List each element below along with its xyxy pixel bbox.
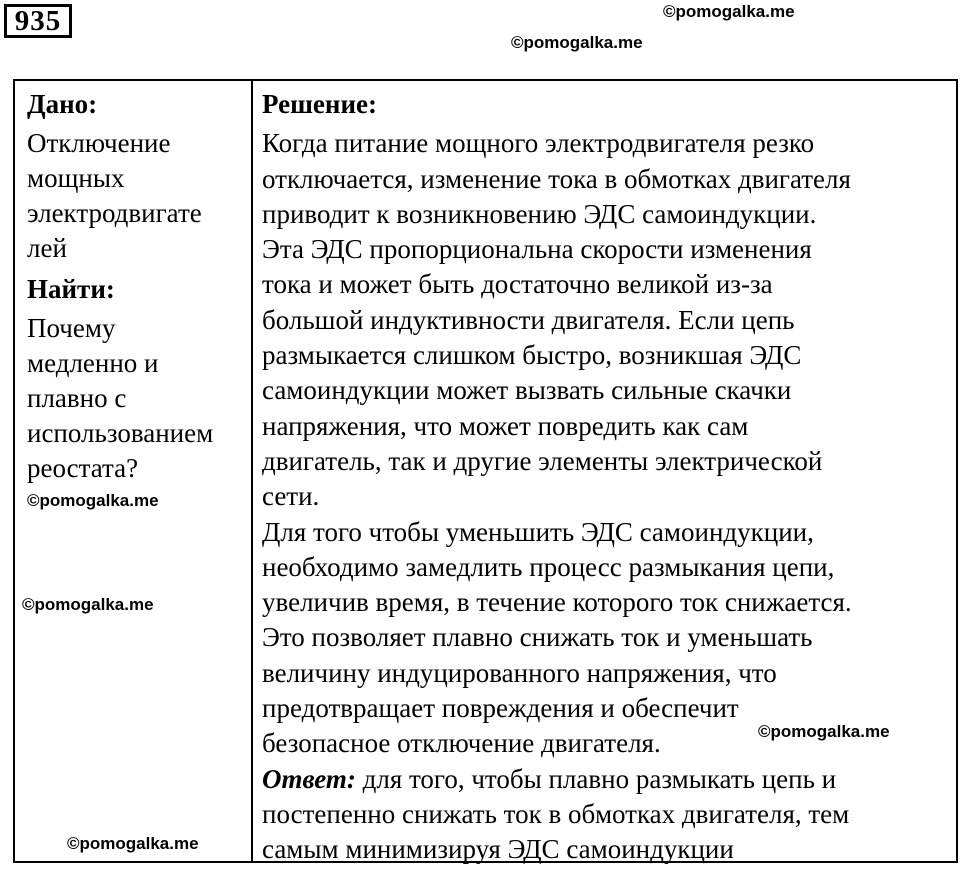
given-line: лей (27, 233, 67, 263)
find-line: реостата? (27, 453, 139, 483)
answer-line: самым минимизируя ЭДС самоиндукции (262, 834, 734, 865)
watermark: ©pomogalka.me (67, 834, 199, 853)
watermark: ©pomogalka.me (27, 491, 159, 510)
find-line: плавно с (27, 383, 127, 413)
answer-text: для того, чтобы плавно размыкать цепь и (355, 763, 837, 794)
solution-line: приводит к возникновению ЭДС самоиндукции. (262, 198, 817, 229)
solution-header: Решение: (262, 89, 377, 119)
solution-line: увеличив время, в течение которого ток снижается. (262, 587, 852, 618)
solution-line: безопасное отключение двигателя. (262, 728, 661, 759)
solution-line: Для того чтобы уменьшить ЭДС самоиндукции, (262, 516, 814, 547)
solution-table (13, 79, 958, 863)
find-line: медленно и (27, 348, 159, 378)
solution-line: двигатель, так и другие элементы электрической (262, 445, 823, 476)
solution-line: напряжения, что может повредить как сам (262, 410, 749, 441)
solution-line: величину индуцированного напряжения, что (262, 657, 777, 688)
solution-line: размыкается слишком быстро, возникшая ЭДС (262, 340, 802, 371)
find-line: Почему (27, 313, 116, 343)
problem-number: 935 (4, 4, 72, 38)
given-column (27, 87, 249, 486)
watermark: ©pomogalka.me (511, 33, 643, 52)
solution-line: Это позволяет плавно снижать ток и уменьшать (262, 622, 813, 653)
column-divider (251, 81, 253, 861)
answer-line (262, 762, 952, 797)
watermark: ©pomogalka.me (663, 2, 795, 21)
find-header: Найти: (27, 274, 115, 304)
given-line: электродвигате (27, 198, 202, 228)
solution-line: Когда питание мощного электродвигателя резко (262, 128, 815, 159)
solution-line: большой индуктивности двигателя. Если цепь (262, 304, 795, 335)
watermark: ©pomogalka.me (758, 722, 890, 741)
solution-line: необходимо замедлить процесс размыкания цепи, (262, 551, 835, 582)
given-header: Дано: (27, 89, 98, 119)
find-line: использованием (27, 418, 214, 448)
answer-label: Ответ: (262, 763, 356, 794)
given-line: Отключение (27, 128, 171, 158)
solution-line: тока и может быть достаточно великой из-за (262, 269, 773, 300)
solution-line: сети. (262, 481, 320, 512)
given-line: мощных (27, 163, 125, 193)
solution-line: Эта ЭДС пропорциональна скорости изменения (262, 234, 812, 265)
solution-line: самоиндукции может вызвать сильные скачки (262, 375, 792, 406)
solution-column (262, 87, 952, 868)
solution-line: предотвращает повреждения и обеспечит (262, 693, 739, 724)
watermark: ©pomogalka.me (22, 595, 154, 614)
solution-line: отключается, изменение тока в обмотках двигателя (262, 163, 851, 194)
answer-line: постепенно снижать ток в обмотках двигателя, тем (262, 798, 850, 829)
